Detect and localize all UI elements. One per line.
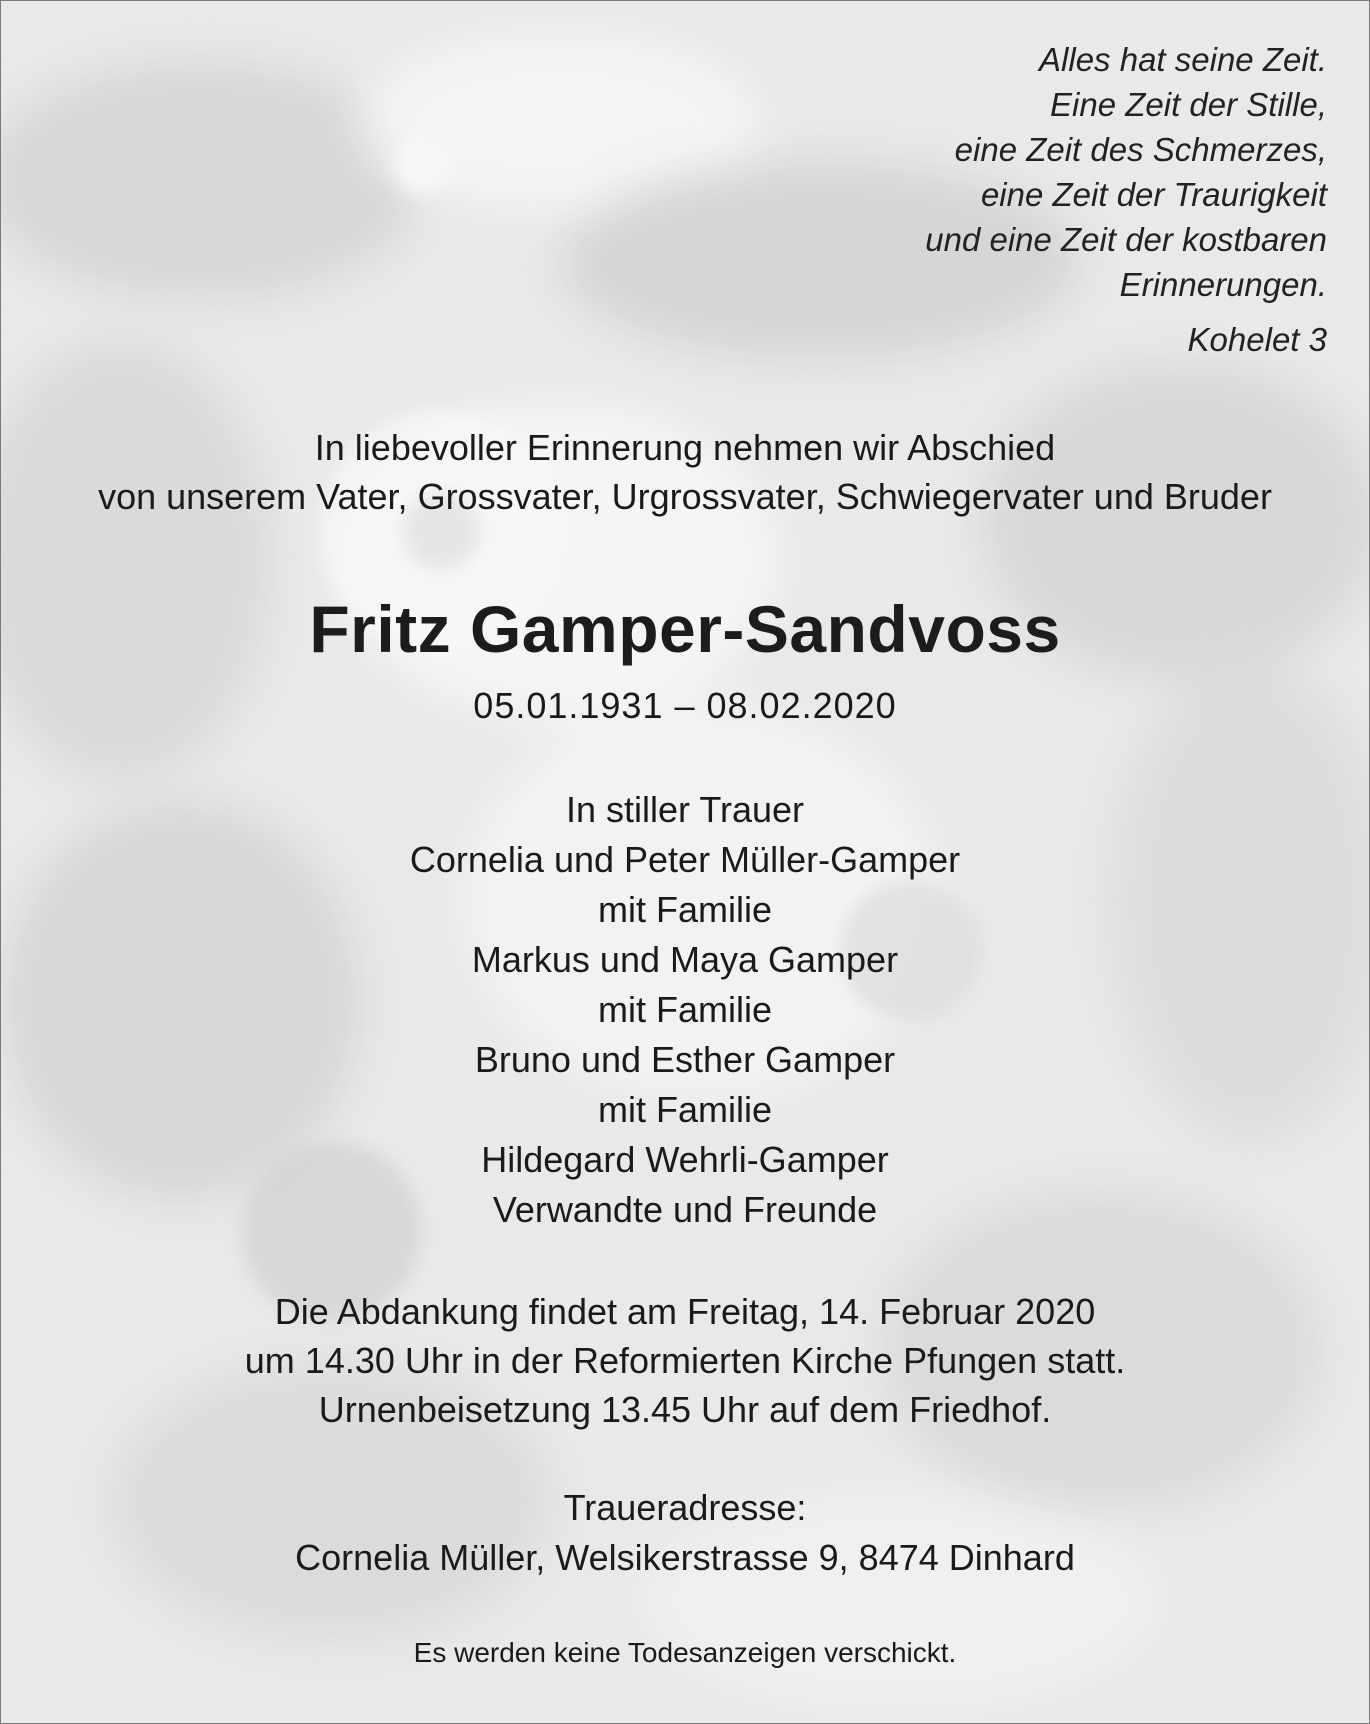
mourner-line: mit Familie	[597, 1089, 772, 1130]
mourners-heading: In stiller Trauer	[565, 789, 805, 830]
closing-notice: Es werden keine Todesanzeigen verschickt.	[413, 1637, 957, 1668]
intro-line-1: In liebevoller Erinnerung nehmen wir Abschied	[314, 427, 1056, 468]
address-label: Traueradresse:	[563, 1487, 807, 1528]
service-line-2: um 14.30 Uhr in der Reformierten Kirche Pfungen statt.	[244, 1340, 1126, 1381]
service-line-1: Die Abdankung findet am Freitag, 14. Februar 2020	[274, 1291, 1096, 1332]
life-dates: 05.01.1931 – 08.02.2020	[473, 685, 897, 726]
quote-line: Alles hat seine Zeit.	[1039, 41, 1327, 78]
quote-line: Erinnerungen.	[1119, 266, 1327, 303]
quote-block	[925, 37, 1327, 362]
quote-line: Eine Zeit der Stille,	[1050, 86, 1327, 123]
quote-source: Kohelet 3	[1187, 321, 1327, 358]
mourner-line: mit Familie	[597, 889, 772, 930]
mourners-list	[1, 785, 1369, 1235]
mourner-line: Hildegard Wehrli-Gamper	[481, 1139, 889, 1180]
mourner-line: Markus und Maya Gamper	[471, 939, 899, 980]
deceased-name: Fritz Gamper-Sandvoss	[309, 592, 1061, 666]
mourner-line: Verwandte und Freunde	[492, 1189, 878, 1230]
address-value: Cornelia Müller, Welsikerstrasse 9, 8474 Dinhard	[295, 1537, 1075, 1578]
mourner-line: Cornelia und Peter Müller-Gamper	[409, 839, 961, 880]
mourner-line: Bruno und Esther Gamper	[474, 1039, 896, 1080]
mourning-address	[1, 1483, 1369, 1583]
service-info	[1, 1287, 1369, 1434]
quote-line: eine Zeit des Schmerzes,	[954, 131, 1327, 168]
intro-line-2: von unserem Vater, Grossvater, Urgrossvater, Schwiegervater und Bruder	[98, 476, 1272, 517]
quote-line: und eine Zeit der kostbaren	[925, 221, 1327, 258]
service-line-3: Urnenbeisetzung 13.45 Uhr auf dem Friedhof.	[318, 1389, 1052, 1430]
intro-text	[1, 423, 1369, 521]
quote-line: eine Zeit der Traurigkeit	[980, 176, 1327, 213]
mourner-line: mit Familie	[597, 989, 772, 1030]
